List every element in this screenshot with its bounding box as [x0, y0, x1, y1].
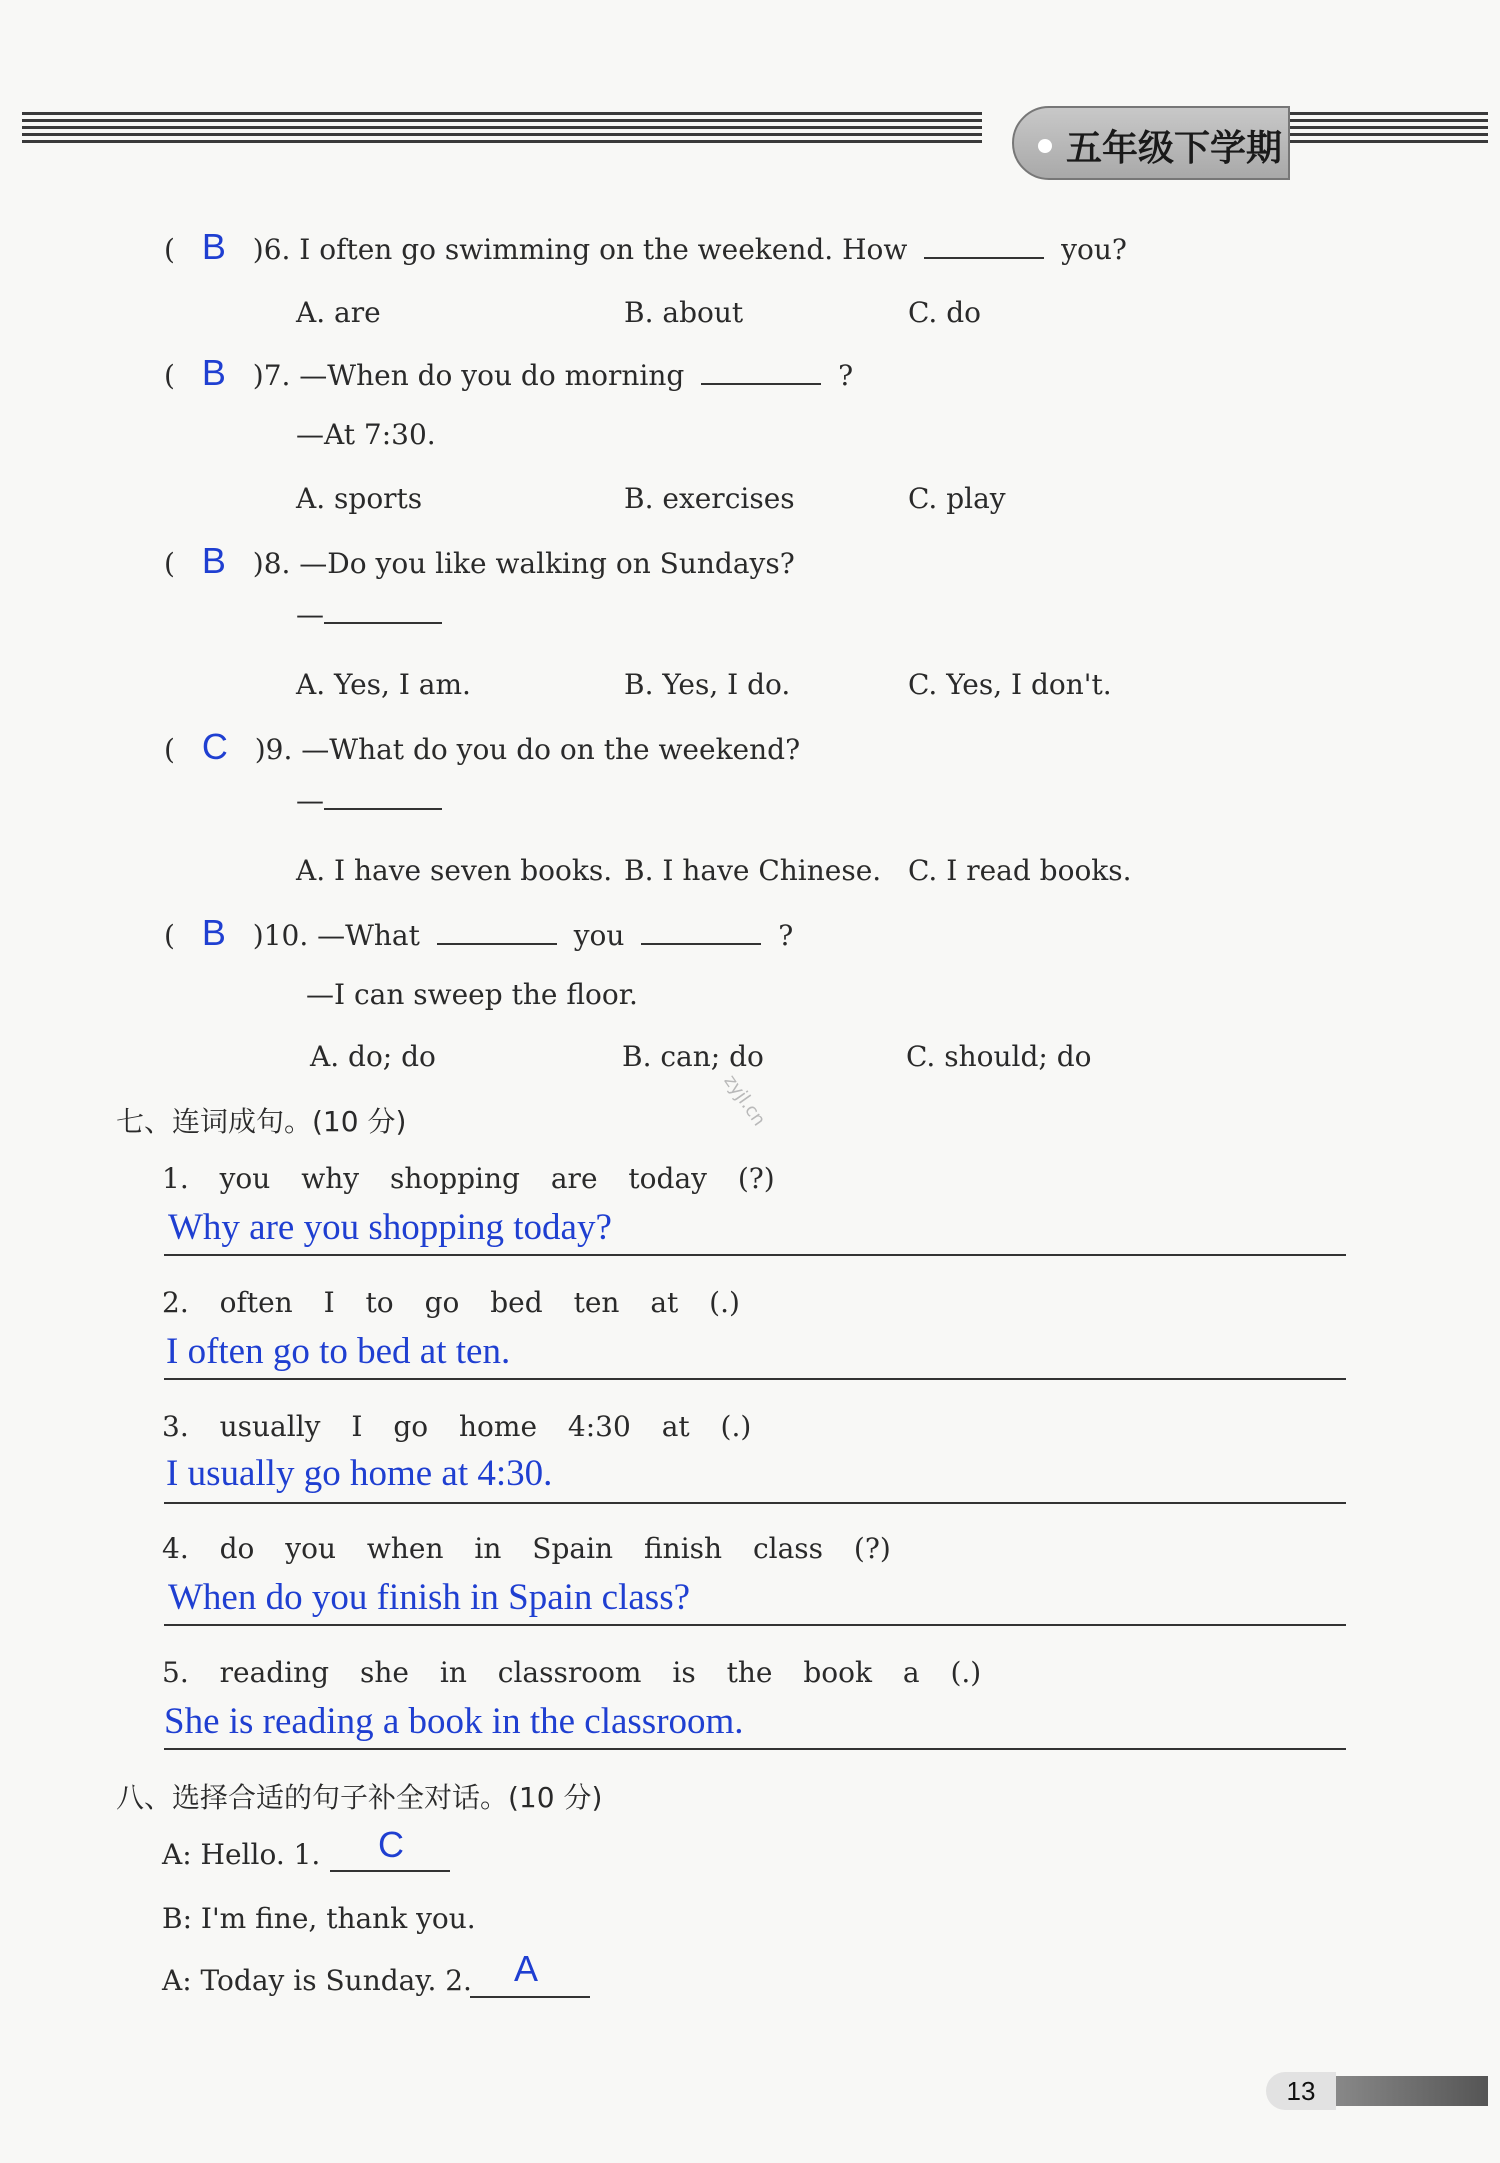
option-7b: B. exercises	[624, 482, 795, 515]
reply-9: —	[296, 784, 442, 817]
badge-dot-icon	[1038, 139, 1052, 153]
s7-answer-3: I usually go home at 4:30.	[166, 1453, 553, 1494]
answer-rule	[164, 1254, 1346, 1256]
s7-answer-2: I often go to bed at ten.	[166, 1331, 511, 1372]
option-9b: B. I have Chinese.	[624, 854, 882, 887]
reply-10: —I can sweep the floor.	[306, 978, 638, 1011]
option-9a: A. I have seven books.	[296, 854, 613, 887]
blank	[701, 379, 821, 385]
answer-rule	[164, 1624, 1346, 1626]
option-6a: A. are	[296, 296, 381, 329]
question-9: ( C )9. —What do you do on the weekend?	[164, 726, 801, 767]
answer-rule	[164, 1748, 1346, 1750]
blank	[324, 618, 442, 624]
blank	[437, 939, 557, 945]
answer-8: B	[201, 540, 226, 581]
dialog-line-3: A: Today is Sunday. 2.	[162, 1964, 472, 1997]
s7-words-3: 3. usually I go home 4:30 at (.)	[162, 1410, 752, 1443]
section-7-title: 七、连词成句。(10 分)	[116, 1105, 407, 1138]
option-9c: C. I read books.	[908, 854, 1132, 887]
section-8-title: 八、选择合适的句子补全对话。(10 分)	[116, 1781, 603, 1814]
answer-6: B	[201, 226, 226, 267]
answer-9: C	[201, 726, 228, 767]
option-8c: C. Yes, I don't.	[908, 668, 1112, 701]
option-7a: A. sports	[296, 482, 423, 515]
s7-words-2: 2. often I to go bed ten at (.)	[162, 1286, 740, 1319]
s7-answer-5: She is reading a book in the classroom.	[164, 1701, 744, 1742]
header-rule-left	[22, 112, 982, 147]
blank	[641, 939, 761, 945]
blank	[924, 253, 1044, 259]
option-10b: B. can; do	[622, 1040, 764, 1073]
option-6b: B. about	[624, 296, 744, 329]
answer-7: B	[201, 352, 226, 393]
dialog-line-2: B: I'm fine, thank you.	[162, 1902, 476, 1935]
answer-rule	[164, 1502, 1346, 1504]
s7-words-5: 5. reading she in classroom is the book a (.)	[162, 1656, 982, 1689]
page-number: 13	[1266, 2072, 1336, 2110]
s7-words-1: 1. you why shopping are today (?)	[162, 1162, 775, 1195]
option-10a: A. do; do	[310, 1040, 436, 1073]
option-8b: B. Yes, I do.	[624, 668, 791, 701]
option-6c: C. do	[908, 296, 982, 329]
footer-bar	[1336, 2076, 1488, 2106]
question-7: ( B )7. —When do you do morning ?	[164, 352, 854, 393]
answer-rule	[164, 1378, 1346, 1380]
reply-8: —	[296, 598, 442, 631]
s7-answer-1: Why are you shopping today?	[168, 1207, 612, 1248]
dialog-answer-2: A	[514, 1948, 539, 1989]
s7-words-4: 4. do you when in Spain finish class (?)	[162, 1532, 891, 1565]
s7-answer-4: When do you finish in Spain class?	[168, 1577, 691, 1618]
blank	[324, 804, 442, 810]
question-8: ( B )8. —Do you like walking on Sundays?	[164, 540, 795, 581]
dialog-line-1: A: Hello. 1.	[162, 1838, 321, 1871]
dialog-answer-1: C	[378, 1824, 404, 1865]
question-10: ( B )10. —What you ?	[164, 912, 794, 953]
option-7c: C. play	[908, 482, 1006, 515]
answer-10: B	[201, 912, 226, 953]
question-6: ( B )6. I often go swimming on the weekend. How you?	[164, 226, 1127, 267]
header-rule-right	[1290, 112, 1488, 147]
blank	[330, 1868, 450, 1872]
grade-badge-label: 五年级下学期	[1066, 128, 1283, 169]
option-10c: C. should; do	[906, 1040, 1092, 1073]
option-8a: A. Yes, I am.	[296, 668, 471, 701]
watermark: zyjl.cn	[719, 1071, 770, 1130]
grade-badge	[1012, 106, 1290, 180]
blank	[470, 1994, 590, 1998]
reply-7: —At 7:30.	[296, 418, 436, 451]
